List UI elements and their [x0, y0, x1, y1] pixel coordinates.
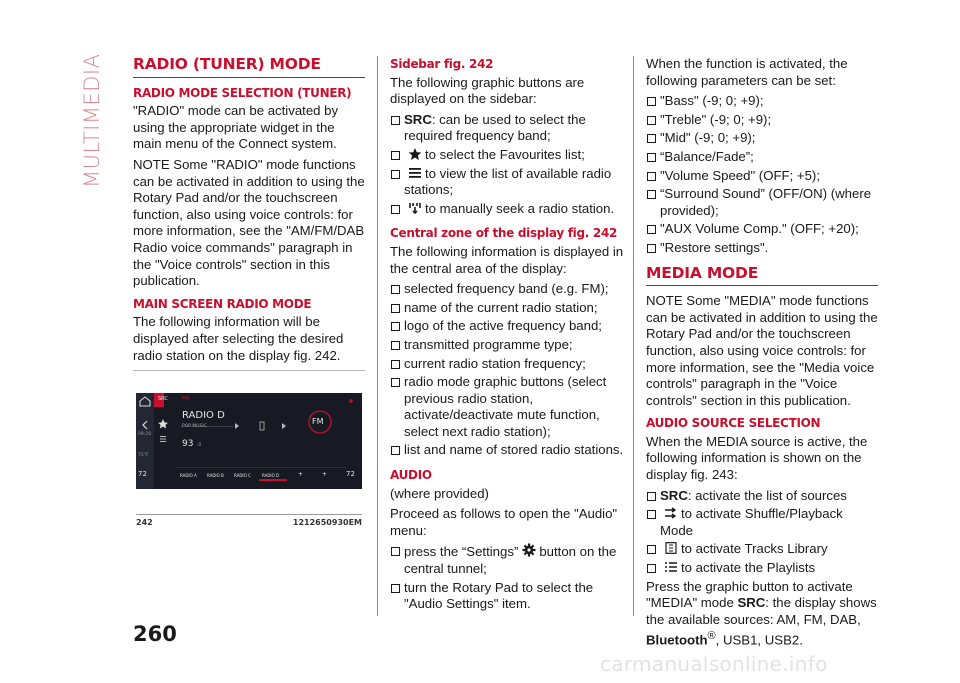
heading-audio: AUDIO [390, 468, 432, 483]
star-icon [408, 148, 422, 160]
paragraph-media-note: NOTE Some "MEDIA" mode functions can be activated in addition to using the Rotary Pad and/or the touchscreen function, also using voice controls: for more information, see the "Media voice controls" paragraph in the "Voice controls" section in this publication. [646, 293, 878, 408]
radio-screen-image: SRC FM RADIO D POP MUSIC 93 .0 FM 09:28 75°F 72 72 RADIO A RADIO B RADIO C RADIO D + + [136, 393, 362, 489]
heading-radio-selection: RADIO MODE SELECTION (TUNER) [133, 85, 352, 100]
list-item: radio mode graphic buttons (select previous radio station, activate/deactivate mute function, select next radio station); [390, 374, 626, 440]
library-icon [664, 542, 678, 554]
audio-items [390, 543, 626, 612]
paragraph-audio-source: When the MEDIA source is active, the following information is shown on the display fig. 243: [646, 433, 868, 483]
heading-main-screen: MAIN SCREEN RADIO MODE [133, 296, 312, 311]
list-item: to manually seek a radio station. [390, 201, 626, 218]
paragraph-radio-note: NOTE Some "RADIO" mode functions can be activated in addition to using the Rotary Pad and/or the touchscreen function, also using voice controls: for more information, see the "AM/FM/DAB Radio voice commands" paragraph in the "Voice controls" section in this publication. [133, 156, 365, 289]
figure-code: 1212650930EM [292, 518, 362, 527]
list-item: "AUX Volume Comp." (OFF; +20); [646, 221, 878, 238]
list-item: transmitted programme type; [390, 337, 626, 354]
column-divider-2 [633, 56, 634, 616]
section-title-radio: RADIO (TUNER) MODE [133, 56, 365, 78]
list-item: to select the Favourites list; [390, 147, 626, 164]
active-preset-underline [259, 479, 287, 481]
column-right [646, 56, 878, 653]
source-items [646, 488, 878, 577]
home-icon [140, 397, 150, 406]
list-item: "Treble" (-9; 0; +9); [646, 112, 878, 129]
list-item: SRC: activate the list of sources [646, 488, 878, 505]
list-icon [408, 167, 422, 179]
page-number: 260 [133, 622, 177, 646]
section-side-label: MULTIMEDIA [80, 53, 104, 188]
heading-sidebar: Sidebar fig. 242 [390, 57, 494, 71]
paragraph-where-provided: (where provided) [390, 485, 489, 501]
list-item: "Volume Speed" (OFF; +5); [646, 168, 878, 185]
back-icon [143, 421, 147, 429]
frequency: 93 [182, 439, 194, 449]
figure-caption [136, 514, 362, 527]
list-item: "Bass" (-9; 0; +9); [646, 93, 878, 110]
column-divider-1 [377, 56, 378, 616]
list-item: to activate Tracks Library [646, 541, 878, 558]
list-item: name of the current radio station; [390, 300, 626, 317]
seek-icon [408, 202, 422, 214]
list-item: selected frequency band (e.g. FM); [390, 281, 626, 298]
sidebar-items [390, 112, 626, 218]
list-item: logo of the active frequency band; [390, 318, 626, 335]
list-item: current radio station frequency; [390, 356, 626, 373]
audio-params [646, 93, 878, 256]
paragraph-main-screen: The following information will be displayed after selecting the desired radio station on the display fig. 242. [133, 314, 344, 363]
central-items [390, 281, 626, 459]
list-item: "Mid" (-9; 0; +9); [646, 130, 878, 147]
column-middle [390, 56, 626, 615]
prev-icon [235, 423, 239, 429]
heading-central-zone: Central zone of the display fig. 242 [390, 226, 618, 241]
list-item: list and name of stored radio stations. [390, 442, 626, 459]
list-item: “Surround Sound” (OFF/ON) (where provided); [646, 186, 878, 219]
paragraph-sidebar: The following graphic buttons are displayed on the sidebar: [390, 74, 585, 107]
figure-242 [133, 370, 365, 530]
star-icon [158, 419, 168, 429]
list-item: to activate the Playlists [646, 560, 878, 577]
figure-number: 242 [136, 518, 153, 527]
column-left [133, 56, 365, 368]
watermark: carmanualsonline.info [600, 652, 828, 676]
station-name: RADIO D [182, 410, 225, 421]
paragraph-central-zone: The following information is displayed in the central area of the display: [390, 243, 624, 276]
list-item: to activate Shuffle/Playback Mode [646, 506, 878, 539]
section-title-media: MEDIA MODE [646, 265, 878, 287]
paragraph-params-intro: When the function is activated, the following parameters can be set: [646, 56, 848, 88]
shuffle-icon [664, 507, 678, 519]
list-item: press the “Settings” button on the central tunnel; [390, 543, 626, 577]
paragraph-proceed: Proceed as follows to open the "Audio" menu: [390, 506, 618, 538]
mute-icon [260, 422, 264, 430]
next-icon [282, 423, 286, 429]
list-item: "Restore settings". [646, 240, 878, 257]
heading-audio-source: AUDIO SOURCE SELECTION [646, 416, 821, 431]
playlist-icon [664, 561, 678, 573]
paragraph-radio-activation: "RADIO" mode can be activated by using the appropriate widget in the main menu of the Connect system. [133, 103, 339, 152]
list-item: “Balance/Fade”; [646, 149, 878, 166]
paragraph-press-src: Press the graphic button to activate "MEDIA" mode SRC: the display shows the available sources: AM, FM, DAB, Bluetooth®, USB1, USB2. [646, 578, 877, 648]
list-item: SRC: can be used to select the required frequency band; [390, 112, 626, 145]
gear-icon [522, 543, 536, 557]
list-item: to view the list of available radio stations; [390, 166, 626, 199]
list-item: turn the Rotary Pad to select the "Audio Settings" item. [390, 580, 626, 613]
